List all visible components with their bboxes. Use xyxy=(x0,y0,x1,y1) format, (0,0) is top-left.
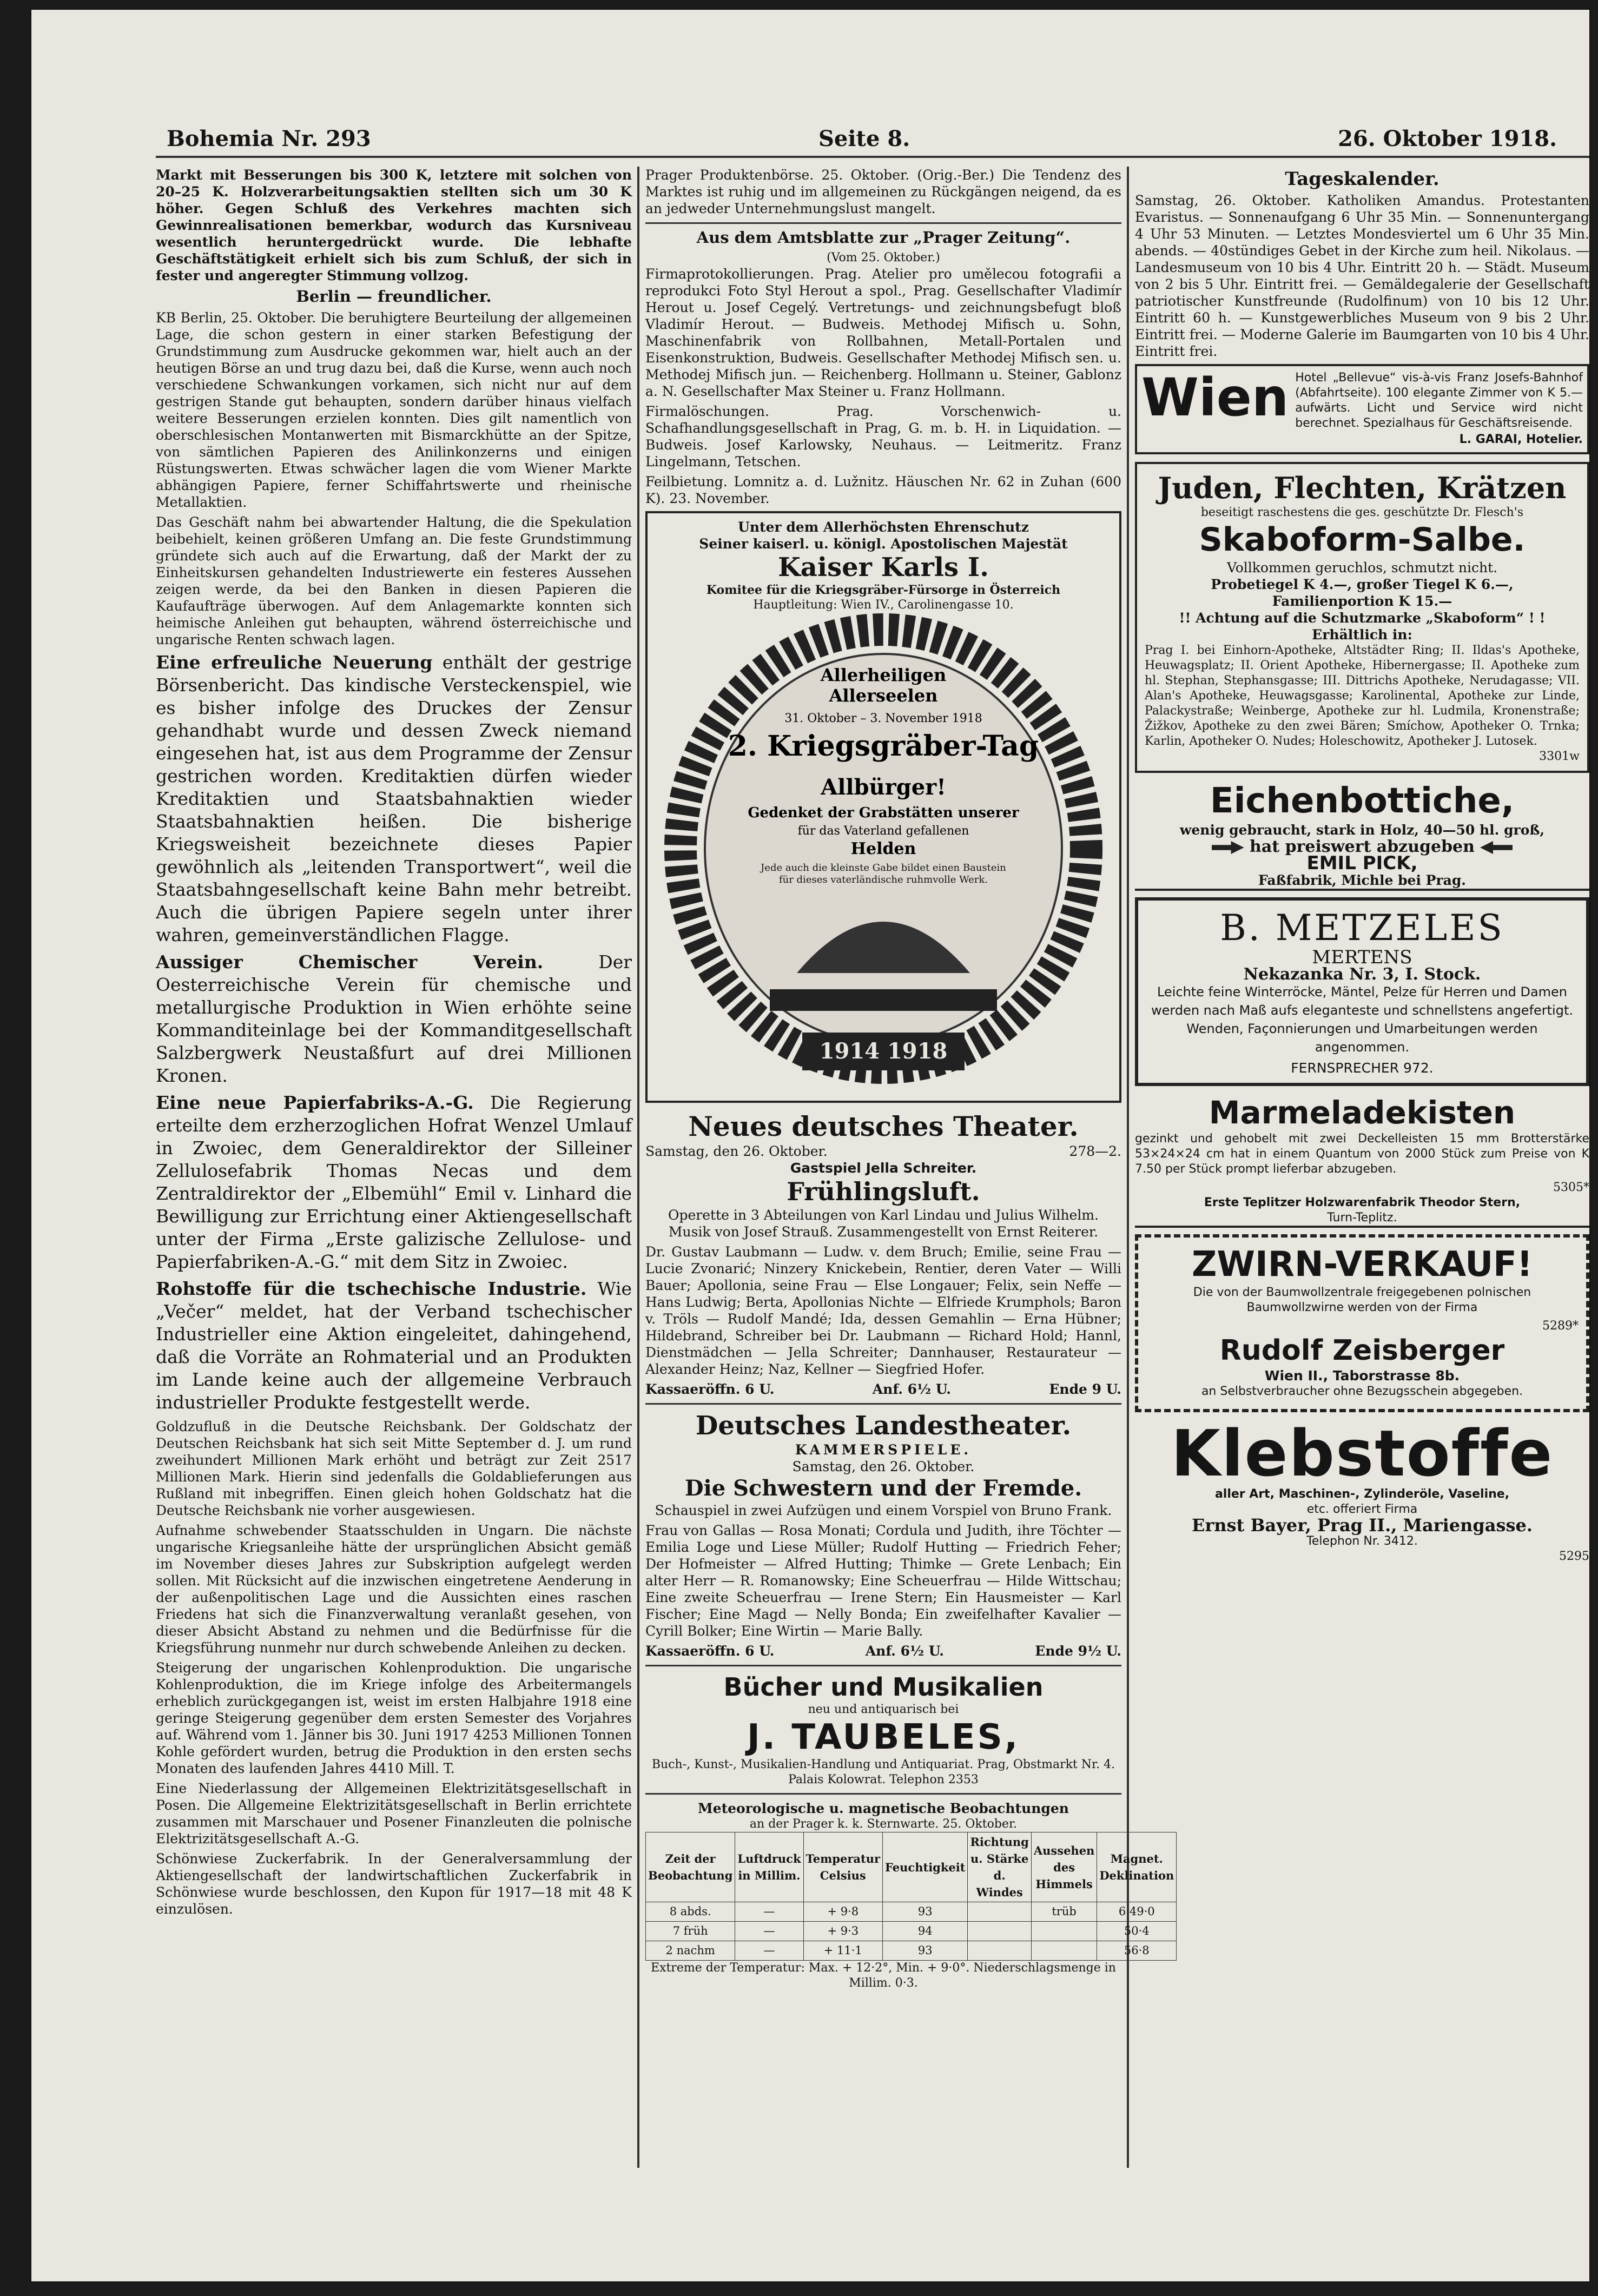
zwirn-addr: Wien II., Taborstrasse 8b. xyxy=(1264,1368,1460,1384)
skaboform-info5: Erhältlich in: xyxy=(1312,627,1412,643)
theater2-open: Kassaeröffn. 6 U. xyxy=(645,1643,775,1659)
table-row xyxy=(646,1941,1177,1961)
newspaper-page xyxy=(31,10,1589,2281)
meteo-cell xyxy=(1031,1941,1097,1961)
klebstoffe-offer: etc. offeriert Firma xyxy=(1306,1503,1418,1516)
wreath-line3: 31. Oktober – 3. November 1918 xyxy=(784,712,982,725)
wreath-years: 1914 1918 xyxy=(819,1038,948,1064)
ad-emperor: Kaiser Karls I. xyxy=(778,552,989,583)
wien-owner: L. GARAI, Hotelier. xyxy=(1459,433,1583,446)
skaboform-sub: beseitigt raschestens die ges. geschützte Dr. Flesch's xyxy=(1200,506,1524,519)
skaboform-list: Prag I. bei Einhorn-Apotheke, Altstädter Ring; II. Ildas's Apotheke, Heuwagsplatz; II. Orient Apotheke, Hibernergasse; II. Apotheke zum hl. Stephan, Stephansgasse; III. Dittrichs Apotheke, Nerudagasse; VII. Alan's Apotheke, Heuwagsgasse; Karolinental, Apotheke zur Linde, Palackystraße; Weinberge, Apotheke zur hl. Ludmila, Kronenstraße; Žižkov, Apotheke zu den zwei Bären; Smíchow, Apotheker O. Trnka; Karlin, Apotheker O. Nudes; Holeschowitz, Apotheker J. Lutosek. xyxy=(1145,644,1580,748)
berlin-heading: Berlin — freundlicher. xyxy=(296,287,492,306)
meteo-cell: + 9·8 xyxy=(803,1902,883,1922)
header-rule xyxy=(156,156,1589,158)
meteo-cell: 8 abds. xyxy=(646,1902,735,1922)
calendar-text: Samstag, 26. Oktober. Katholiken Amandus. Protestanten Evaristus. — Sonnenaufgang 6 Uhr 35 Min. — Sonnenuntergang 4 Uhr 53 Minuten. — Letztes Mondesviertel um 6 Uhr 35 Min. abends. — 40stündiges Gebet in der Kirche zum heil. Nikolaus. — Landesmuseum von 10 bis 4 Uhr. Eintritt 20 h. — Städt. Museum von 2 bis 5 Uhr. Eintritt frei. — Gemäldegalerie der Gesellschaft patriotischer Kunstfreunde (Rudolfinum) von 10 bis 12 Uhr. Eintritt 60 h. — Kunstgewerbliches Museum von 9 bis 2 Uhr. Eintritt frei. — Moderne Galerie im Baumgarten von 10 bis 4 Uhr. Eintritt frei. xyxy=(1135,193,1589,359)
divider xyxy=(645,1403,1121,1405)
meteo-cell xyxy=(1031,1922,1097,1941)
meteo-cell: 7 früh xyxy=(646,1922,735,1941)
header-page-number: Seite 8. xyxy=(818,126,910,151)
ad-committee: Komitee für die Kriegsgräber-Fürsorge in Österreich xyxy=(706,583,1061,597)
table-row xyxy=(646,1922,1177,1941)
wien-word: Wien xyxy=(1141,367,1289,428)
metzeles-ad xyxy=(1135,897,1589,1086)
news-goldzufluss: Goldzufluß in die Deutsche Reichsbank. Der Goldschatz der Deutschen Reichsbank hat sich seit Mitte September d. J. um rund zweihundert Millionen Mark erhöht und beträgt zur Zeit 2517 Millionen Mark. Hierin sind jedenfalls die Goldablieferungen aus Rußland mit inbegriffen. Einen gleich hohen Goldschatz hat die Deutsche Reichsbank nie vorher ausgewiesen. xyxy=(156,1419,632,1518)
theater1-play: Frühlingsluft. xyxy=(787,1177,980,1206)
theater2-end: Ende 9½ U. xyxy=(1035,1643,1121,1659)
meteo-header-row xyxy=(646,1832,1177,1902)
ad-address: Hauptleitung: Wien IV., Carolinengasse 10. xyxy=(753,598,1014,612)
metzeles-addr: Nekazanka Nr. 3, I. Stock. xyxy=(1243,965,1481,984)
marmelade-place: Turn-Teplitz. xyxy=(1327,1211,1397,1225)
theater1-desc: Operette in 3 Abteilungen von Karl Lindau und Julius Wilhelm. Musik von Josef Strauß. Zusammengestellt von Ernst Reiterer. xyxy=(668,1207,1099,1240)
wreath-illustration xyxy=(667,616,1100,1092)
meteo-col-sky: Aussehen des Himmels xyxy=(1031,1832,1097,1902)
klebstoffe-desc: aller Art, Maschinen-, Zylinderöle, Vaseline, xyxy=(1214,1487,1510,1501)
eichen-offer-text: hat preiswert abzugeben xyxy=(1250,837,1475,856)
wreath-line1: Allerheiligen xyxy=(820,665,947,685)
meteo-col-time: Zeit der Beobachtung xyxy=(646,1832,735,1902)
theater2-desc: Schauspiel in zwei Aufzügen und einem Vorspiel von Bruno Frank. xyxy=(655,1503,1112,1518)
met-footer: Extreme der Temperatur: Max. + 12·2°, Min. + 9·0°. Niederschlagsmenge in Millim. 0·3. xyxy=(651,1961,1116,1990)
klebstoffe-ad xyxy=(1135,1416,1589,1564)
news-zuckerfabrik: Schönwiese Zuckerfabrik. In der Generalversammlung der Aktiengesellschaft der landwirtschaftlichen Zuckerfabrik in Schönwiese wurde beschlossen, den Kupon für 1917—18 mit 48 K einzulösen. xyxy=(156,1851,632,1917)
ad-patronage: Unter dem Allerhöchsten Ehrenschutz xyxy=(738,519,1029,535)
wien-hotel-ad xyxy=(1135,364,1589,454)
meteo-cell: + 11·1 xyxy=(803,1941,883,1961)
skaboform-name: Skaboform-Salbe. xyxy=(1199,521,1526,559)
article-papierfabrik-title: Eine neue Papierfabriks-A.-G. xyxy=(156,1092,474,1113)
wreath-line2: Allerseelen xyxy=(829,685,938,706)
meteo-cell: 2 nachm xyxy=(646,1941,735,1961)
article-papierfabrik-text: Die Regierung erteilte dem erzherzoglichen Hofrat Wenzel Umlauf in Zwoiec, dem Generaldirektor der Silleiner Zellulosefabrik Thomas Necas und dem Zentraldirektor der „Elbemühl“ Emil v. Linhard die Bewilligung zur Errichtung einer Aktiengesellschaft unter der Firma „Erste galizische Zellulose- und Papierfabriken-A.-G.“ mit dem Sitz in Zwoiec. xyxy=(156,1092,632,1272)
wreath-line8: Jede auch die kleinste Gabe bildet einen Baustein für dieses vaterländische ruhmvolle Werk. xyxy=(761,862,1006,885)
theater1-number: 278—2. xyxy=(1069,1143,1121,1159)
klebstoffe-firm: Ernst Bayer, Prag II., Mariengasse. xyxy=(1192,1515,1533,1536)
divider xyxy=(645,1665,1121,1666)
amtsblatt-text-2: Firmalöschungen. Prag. Vorschenwich- u. Schafhandlungsgesellschaft in Prag, G. m. b. H. in Liquidation. — Budweis. Josef Karlowsky, Neuhaus. — Leitmeritz. Franz Lingelmann, Tetschen. xyxy=(645,403,1121,469)
divider xyxy=(645,1793,1121,1795)
meteo-col-pressure: Luftdruck in Millim. xyxy=(735,1832,803,1902)
metzeles-sub: MERTENS xyxy=(1312,947,1412,968)
meteo-cell: 6 49·0 xyxy=(1097,1902,1177,1922)
meteo-table xyxy=(645,1832,1177,1961)
article-aussig-text: Der Oesterreichische Verein für chemische und metallurgische Produktion in Wien erhöhte seine Kommanditeinlage bei der Kommanditgesellschaft Salzbergwerk Neustaßfurt auf drei Millionen Kronen. xyxy=(156,951,632,1086)
skaboform-headline: Juden, Flechten, Krätzen xyxy=(1158,471,1567,505)
meteo-cell xyxy=(968,1902,1031,1922)
zwirn-code: 5289* xyxy=(1542,1319,1579,1333)
amtsblatt-text-3: Feilbietung. Lomnitz a. d. Lužnitz. Häuschen Nr. 62 in Zuhan (600 K). 23. November. xyxy=(645,474,1121,506)
meteo-col-humidity: Feuchtigkeit xyxy=(883,1832,968,1902)
article-neuerung xyxy=(156,651,632,947)
theater1-times xyxy=(645,1381,1121,1398)
eichen-ad xyxy=(1135,780,1589,891)
books-sub: neu und antiquarisch bei xyxy=(808,1703,959,1716)
eichen-desc: wenig gebraucht, stark in Holz, 40—50 hl. groß, xyxy=(1179,822,1545,838)
wreath-line5: Gedenket der Grabstätten unserer xyxy=(748,805,1019,821)
theater2-sub: KAMMERSPIELE. xyxy=(795,1442,972,1458)
meteo-cell xyxy=(968,1941,1031,1961)
header-date: 26. Oktober 1918. xyxy=(1338,126,1557,151)
klebstoffe-headline: Klebstoffe xyxy=(1171,1416,1554,1491)
met-title: Meteorologische u. magnetische Beobachtungen xyxy=(698,1801,1069,1816)
marmelade-ad xyxy=(1135,1094,1589,1228)
eichen-name: EMIL PICK, xyxy=(1306,852,1418,874)
theater1-end: Ende 9 U. xyxy=(1049,1381,1121,1397)
article-aussig-title: Aussiger Chemischer Verein. xyxy=(156,951,544,972)
meteo-cell: 56·8 xyxy=(1097,1941,1177,1961)
theater1-guest: Gastspiel Jella Schreiter. xyxy=(790,1160,977,1176)
theater1-title: Neues deutsches Theater. xyxy=(688,1110,1079,1142)
table-row xyxy=(646,1902,1177,1922)
column-ads xyxy=(1135,167,1589,2168)
skaboform-info4: !! Achtung auf die Schutzmarke „Skaboform“ ! ! xyxy=(1179,610,1546,626)
ad-majesty: Seiner kaiserl. u. königl. Apostolischen Majestät xyxy=(699,536,1068,552)
marmelade-code: 5305* xyxy=(1553,1181,1589,1194)
klebstoffe-phone: Telephon Nr. 3412. xyxy=(1306,1534,1418,1548)
eichen-addr: Faßfabrik, Michle bei Prag. xyxy=(1258,872,1467,888)
meteo-cell: 50·4 xyxy=(1097,1922,1177,1941)
meteo-col-magnet: Magnet. Deklination xyxy=(1097,1832,1177,1902)
zwirn-text: Die von der Baumwollzentrale freigegebenen polnischen Baumwollzwirne werden von der Firma xyxy=(1193,1286,1531,1314)
meteo-col-wind: Richtung u. Stärke d. Windes xyxy=(968,1832,1031,1902)
swords-icon xyxy=(770,989,997,1011)
article-rohstoffe-title: Rohstoffe für die tschechische Industrie. xyxy=(156,1278,587,1299)
theater2-title: Deutsches Landestheater. xyxy=(695,1411,1072,1441)
zwirn-name: Rudolf Zeisberger xyxy=(1219,1334,1505,1367)
theater1-open: Kassaeröffn. 6 U. xyxy=(645,1381,775,1397)
article-papierfabrik xyxy=(156,1091,632,1273)
wreath-line6: für das Vaterland gefallenen xyxy=(797,824,969,838)
column-rule-1 xyxy=(637,167,639,2168)
article-rohstoffe-text: Wie „Večer“ meldet, hat der Verband tschechischer Industrieller eine Aktion eingeleitet, dahingehend, daß die Vorräte an Rohmaterial und an Produkten im Lande keine auch der allgemeine Verbrauch industrieller Produkte festgestellt werde. xyxy=(156,1278,632,1413)
wreath-line7: Helden xyxy=(850,839,916,858)
zwirn-headline: ZWIRN-VERKAUF! xyxy=(1191,1245,1533,1285)
article-rohstoffe xyxy=(156,1278,632,1414)
zwirn-ad xyxy=(1135,1234,1589,1412)
market-intro: Markt mit Besserungen bis 300 K, letztere mit solchen von 20–25 K. Holzverarbeitungsaktien stellten sich um 30 K höher. Gegen Schluß des Verkehres machten sich Gewinnrealisationen bemerkbar, wodurch das Kursniveau wesentlich heruntergedrückt wurde. Die lebhafte Geschäftstätigkeit erhielt sich bis zum Schluß, der sich in fester und angeregter Stimmung vollzog. xyxy=(156,167,632,283)
news-ungarn: Aufnahme schwebender Staatsschulden in Ungarn. Die nächste ungarische Kriegsanleihe hätte der ursprünglichen Absicht gemäß im November dieses Jahres zur Subskription aufgelegt werden sollen. Mit Rücksicht auf die inzwischen eingetretene Aenderung in der außenpolitischen Lage und die Aussichten eines raschen Friedens hat sich die Finanzverwaltung veranlaßt gesehen, von dieser Absicht Abstand zu nehmen und die Bedürfnisse für die Kriegsführung nunmehr nur durch schwebende Anleihen zu decken. xyxy=(156,1523,632,1656)
skaboform-info3: Familienportion K 15.— xyxy=(1272,593,1452,609)
books-desc: Buch-, Kunst-, Musikalien-Handlung und Antiquariat. Prag, Obstmarkt Nr. 4. Palais Kolowrat. Telephon 2353 xyxy=(651,1758,1115,1786)
theater2-start: Anf. 6½ U. xyxy=(865,1643,944,1659)
column-finance xyxy=(156,167,632,2168)
amtsblatt-text: Firmaprotokollierungen. Prag. Atelier pro umělecou fotografii a reprodukci Foto Styl Herout a spol., Prag. Gesellschafter Vladimír Herout u. Josef Cegelý. Vertretungs- und zeichnungsbefugt bloß Vladimír Herout. — Budweis. Methodej Mifisch u. Sohn, Maschinenfabrik von Rollbahnen, Metall-Portalen und Eisenkonstruktion, Budweis. Gesellschafter Methodej Mifisch sen. u. Methodej Mifisch jun. — Reichenberg. Hollmann u. Steiner, Gablonz a. N. Gesellschafter Max Steiner u. Franz Hollmann. xyxy=(645,266,1121,399)
theater1-start: Anf. 6½ U. xyxy=(872,1381,952,1397)
berlin-text-2: Das Geschäft nahm bei abwartender Haltung, die die Spekulation beibehielt, keinen größeren Umfang an. Die feste Grundstimmung gründete sich auch auf die Erwartung, daß der Markt der zu Einheitskursen gehandelten Industriewerte ein festeres Aussehen zeigen werde, da bei den Banken in diesen Papieren die Kaufaufträge überwogen. Auf dem Anlagemarkte konnten sich heimische Anleihen gut behaupten, während österreichische und ungarische Renten schwach lagen. xyxy=(156,514,632,647)
article-neuerung-text: enthält der gestrige Börsenbericht. Das kindische Versteckenspiel, wie es bisher infolge des Druckes der Zensur gehandhabt wurde und dessen Zweck niemand eingesehen hat, ist aus dem Programme der Zensur gestrichen worden. Kreditaktien dürfen wieder Kreditaktien und Staatsbahnaktien wieder Staatsbahnaktien heißen. Die bisherige Kriegsweisheit bezeichnete dieses Papier gewöhnlich als „leitenden Transportwert“, weil die Staatsbahngesellschaft keine Bahn mehr betreibt. Auch die übrigen Papiere segeln unter ihrer wahren, gemeinverständlichen Flagge. xyxy=(156,652,632,945)
books-name: J. TAUBELES, xyxy=(747,1717,1020,1757)
klebstoffe-code: 5295 xyxy=(1559,1550,1589,1563)
article-neuerung-title: Eine erfreuliche Neuerung xyxy=(156,652,433,673)
meteo-cell: + 9·3 xyxy=(803,1922,883,1941)
skaboform-info1: Vollkommen geruchlos, schmutzt nicht. xyxy=(1226,560,1498,575)
produktenboerse-text: Prager Produktenbörse. 25. Oktober. (Orig.-Ber.) Die Tendenz des Marktes ist ruhig und im allgemeinen zu Rückgängen neigend, da es an jedweder Unternehmungslust mangelt. xyxy=(645,167,1121,216)
metzeles-phone: FERNSPRECHER 972. xyxy=(1291,1060,1434,1076)
books-title: Bücher und Musikalien xyxy=(723,1672,1044,1702)
metzeles-text: Leichte feine Winterröcke, Mäntel, Pelze für Herren und Damen werden nach Maß aufs eleganteste und schnellstens angefertigt. Wenden, Façonnierungen und Umarbeitungen werden angenommen. xyxy=(1151,984,1573,1055)
skaboform-ad xyxy=(1135,462,1589,773)
meteo-cell: 93 xyxy=(883,1902,968,1922)
amtsblatt-date: (Vom 25. Oktober.) xyxy=(827,251,940,264)
pointing-hand-icon xyxy=(1212,841,1244,854)
marmelade-text: gezinkt und gehobelt mit zwei Deckelleisten 15 mm Brotterstärke 53×24×24 cm hat in einem Quantum von 2000 Stück zum Preise von K 7.50 per Stück prompt lieferbar abzugeben. xyxy=(1135,1132,1589,1176)
wreath-note-wrap xyxy=(754,862,1013,900)
pointing-hand-icon xyxy=(1480,841,1513,854)
amtsblatt-heading: Aus dem Amtsblatte zur „Prager Zeitung“. xyxy=(696,228,1071,247)
wreath-title: 2. Kriegsgräber-Tag xyxy=(728,730,1039,763)
wreath-line4: Allbürger! xyxy=(821,775,946,800)
marmelade-firm: Erste Teplitzer Holzwarenfabrik Theodor Stern, xyxy=(1204,1196,1521,1209)
theater1-date: Samstag, den 26. Oktober. xyxy=(645,1143,828,1159)
theater2-times xyxy=(645,1643,1121,1659)
divider xyxy=(645,222,1121,224)
kriegsgraeber-ad xyxy=(645,511,1121,1103)
calendar-title: Tageskalender. xyxy=(1285,168,1439,190)
meteo-cell: — xyxy=(735,1922,803,1941)
news-elektrizitaet: Eine Niederlassung der Allgemeinen Elektrizitätsgesellschaft in Posen. Die Allgemeine Elektrizitätsgesellschaft in Berlin errichtete zusammen mit Marschauer und Posener Finanzleuten die polnische Elektrizitätsgesellschaft A.-G. xyxy=(156,1781,632,1847)
theater1-dateline xyxy=(645,1143,1121,1160)
berlin-text: KB Berlin, 25. Oktober. Die beruhigtere Beurteilung der allgemeinen Lage, die schon gestern in einer starken Befestigung der Grundstimmung zum Ausdrucke gekommen war, hielt auch an der heutigen Börse an und trug dazu bei, daß die Kurse, wenn auch noch verschiedene Schwankungen vorkamen, sich nicht nur auf dem gestrigen Stande gut behaupten, sondern darüber hinaus vielfach weitere Besserungen erzielen konnten. Dies gilt namentlich von oberschlesischen Montanwerten mit Bismarckhütte an der Spitze, von sämtlichen Papieren des Anilinkonzerns und einigen Rüstungswerten. Etwas schwächer lagen die vom Wiener Markte abhängigen Papiere, ferner Schiffahrtswerte und rheinische Metallaktien. xyxy=(156,310,632,510)
eichen-headline: Eichenbottiche, xyxy=(1210,781,1515,821)
wien-ad-body xyxy=(1295,370,1583,448)
theater2-cast: Frau von Gallas — Rosa Monati; Cordula und Judith, ihre Töchter — Emilia Loge und Liese Müller; Rudolf Hutting — Friedrich Feher; Der Hofmeister — Alfred Hutting; Thimke — Grete Lenbach; Ein alter Herr — R. Romanowsky; Eine Scheuerfrau — Hilde Wittschau; Eine zweite Scheuerfrau — Irene Stern; Ein Hausmeister — Karl Fischer; Eine Magd — Nelly Bonda; Ein zweifelhafter Kavalier — Cyrill Bolker; Eine Wirtin — Marie Bally. xyxy=(645,1523,1121,1639)
header-left: Bohemia Nr. 293 xyxy=(167,126,371,151)
meteo-cell: — xyxy=(735,1902,803,1922)
meteo-cell: 94 xyxy=(883,1922,968,1941)
skaboform-info2: Probetiegel K 4.—, großer Tiegel K 6.—, xyxy=(1211,577,1514,592)
column-middle xyxy=(645,167,1174,2168)
meteo-cell: trüb xyxy=(1031,1902,1097,1922)
theater1-cast: Dr. Gustav Laubmann — Ludw. v. dem Bruch; Emilie, seine Frau — Lucie Zvonarić; Ninzery Knickebein, Rentier, deren Vater — Willi Bauer; Apollonia, seine Frau — Else Longauer; Felix, sein Neffe — Hans Ludwig; Berta, Apollonias Nichte — Elfriede Krumphols; Baron v. Tröls — Rudolf Mandé; Ida, dessen Gemahlin — Erna Hübner; Hildebrand, Schreiber bei Dr. Laubmann — Richard Hold; Hannl, Dienstmädchen — Jella Schreiter; Dannhauser, Restaurateur — Alexander Heinz; Naz, Kellner — Siegfried Hofer. xyxy=(645,1244,1121,1377)
meteo-cell: 93 xyxy=(883,1941,968,1961)
theater2-play: Die Schwestern und der Fremde. xyxy=(684,1475,1082,1501)
meteo-col-temp: Temperatur Celsius xyxy=(803,1832,883,1902)
marmelade-headline: Marmeladekisten xyxy=(1209,1094,1516,1131)
metzeles-name: B. METZELES xyxy=(1220,907,1504,949)
article-aussig xyxy=(156,951,632,1087)
zwirn-end: an Selbstverbraucher ohne Bezugsschein abgegeben. xyxy=(1201,1385,1523,1398)
theater2-date: Samstag, den 26. Oktober. xyxy=(792,1459,975,1474)
met-subtitle: an der Prager k. k. Sternwarte. 25. Oktober. xyxy=(749,1817,1018,1831)
meteo-cell: — xyxy=(735,1941,803,1961)
skaboform-code: 3301w xyxy=(1539,750,1580,763)
meteo-cell xyxy=(968,1922,1031,1941)
news-kohle: Steigerung der ungarischen Kohlenproduktion. Die ungarische Kohlenproduktion, die im Kriege infolge des Arbeitermangels erheblich zurückgegangen ist, weist im ersten Halbjahre 1918 eine geringe Steigerung gegenüber dem ersten Semester des Vorjahres auf. Während vom 1. Jänner bis 30. Juni 1917 4253 Millionen Tonnen Kohle gefördert wurden, betrug die Produktion in den ersten sechs Monaten des laufenden Jahres 4410 Mill. T. xyxy=(156,1660,632,1776)
wien-text: Hotel „Bellevue“ vis-à-vis Franz Josefs-Bahnhof (Abfahrtseite). 100 elegante Zimmer von K 5.— aufwärts. Licht und Service wird nicht berechnet. Spezialhaus für Geschäftsreisende. xyxy=(1295,371,1583,430)
